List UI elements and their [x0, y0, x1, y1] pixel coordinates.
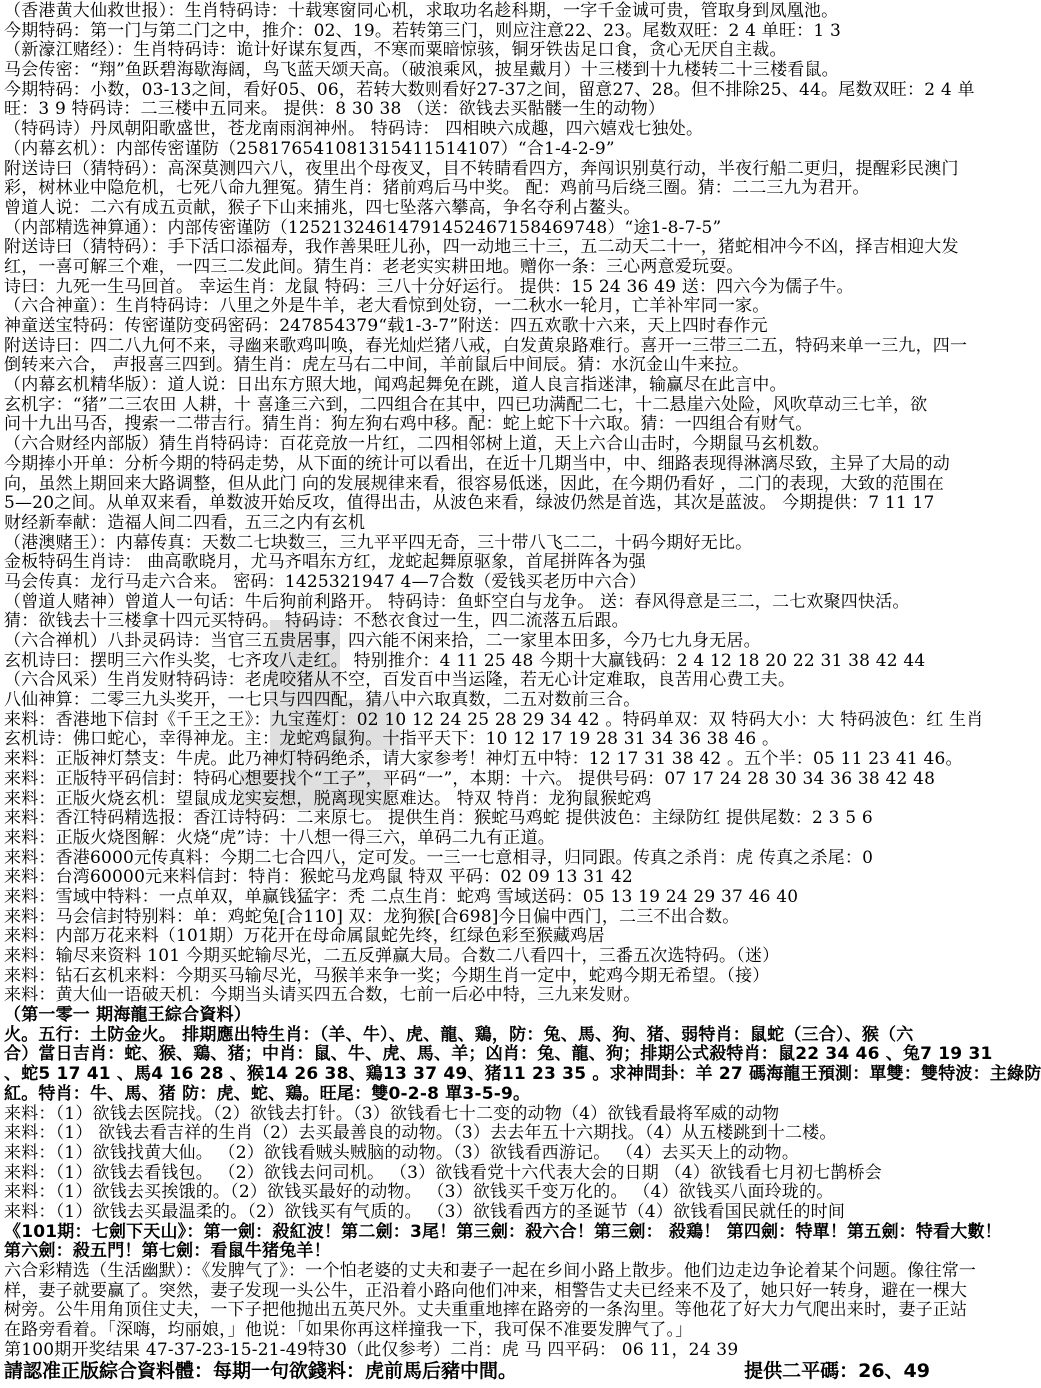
text-line: 来料：钻石玄机来料：今期买马输尽光，马猴羊来争一奖；今期生肖一定中，蛇鸡今期无希望。（接）	[4, 965, 770, 986]
bold-text-line: （第一零一 期海龍王綜合資料）	[4, 1005, 251, 1026]
text-line: 来料：台湾60000元来料信封：特肖：猴蛇马龙鸡鼠 特双 平码：02 09 13 31 42	[4, 867, 633, 888]
bold-text-line: 合）當日吉肖：蛇、猴、鶏、猪；中肖：鼠、牛、虎、馬、羊；凶肖：兔、龍、狗；排期公式殺特肖：鼠22 34 46 、兔7 19 31	[4, 1044, 993, 1065]
text-line: 样，妻子就要赢了。突然，妻子发现一头公牛，正沿着小路向他们冲来，相警告丈夫已经来不及了，她只好一转身，避在一棵大	[4, 1280, 968, 1301]
text-line: （六合财经内部版）猜生肖特码诗：百花竞放一片红，二四相邻树上道，天上六合山击时，今期鼠马玄机数。	[4, 434, 830, 455]
text-line: 玄机诗：佛口蛇心，幸得神龙。主：龙蛇鸡鼠狗。十指平天下：10 12 17 19 28 31 34 36 38 46 。	[4, 729, 780, 750]
text-line: （新濠江赌经）：生肖特码诗：诡计好谋东复西，不寒而粟暗惊骇，铜牙铁齿足口食，贪心无厌自主裁。	[4, 40, 787, 61]
text-line: 来料：内部万花来料（101期）万花开在母命属鼠蛇先终，红绿色彩至猴藏鸡居	[4, 926, 605, 947]
text-line: 马会传真：龙行马走六合来。 密码：1425321947 4—7合数（爱钱买老历中六合）	[4, 571, 647, 592]
text-line: 今期特码：小数，03-13之间，看好05、06，若转大数则看好27-37之间，留意27、28。但不排除25、44。尾数双旺：2 4 单	[4, 79, 975, 100]
text-line: （特码诗）丹凤朝阳歌盛世，苍龙南雨润神州。 特码诗： 四相映六成趣，四六嬉戏七独处。	[4, 119, 704, 140]
footer-banner	[4, 1358, 930, 1384]
footer-two-numbers: 提供二平碼：26、49	[744, 1360, 930, 1382]
bold-text-line: 紅。特肖：牛、馬、猪 防：虎、蛇、鶏。旺尾：雙0-2-8 單3-5-9。	[4, 1083, 531, 1104]
text-line: 向，虽然上期回来大路调整，但从此门 向的发展规律来看，很容易低迷，因此，在今期仍看好 ，二门的表现，大致的范围在	[4, 473, 945, 494]
text-line: 倒转来六合， 声报喜三四到。猜生肖：虎左马右二中间，羊前鼠后中间辰。猜：水沉金山牛来拉。	[4, 355, 750, 376]
text-line: 5—20之间。从单双来看，单数波开始反攻，值得出击，从波色来看，绿波仍然是首选，其次是蓝波。 今期提供：7 11 17	[4, 493, 935, 514]
text-line: 来料：正版火烧玄机：望鼠成龙实妄想，脱离现实愿难达。 特双 特肖：龙狗鼠猴蛇鸡	[4, 788, 652, 809]
text-line: 猜：欲钱去十三楼拿十四元买特码。 特码诗：不愁衣食过一生，四二流落五后跟。	[4, 611, 629, 632]
text-line: （港澳赌王）：内幕传真：天数二七块数三，三九平平四无奇，三十带八飞二二，十码今期好无比。	[4, 532, 753, 553]
text-line: 附送诗曰（猜特码）：手下活口添福寿，我作善果旺儿孙，四一动地三十三，五二动天二十一，猪蛇相冲今不凶，择吉相迎大发	[4, 237, 959, 258]
text-line: 旺：3 9 特码诗：二三楼中五同来。 提供：8 30 38 （送：欲钱去买骷髅一生的动物）	[4, 99, 666, 120]
text-line: 来料：黄大仙一语破天机：今期当头请买四五合数，七前一后必中特，三九来发财。	[4, 985, 641, 1006]
footer-slogan: 請認准正版綜合資料體：每期一句欲錢料：虎前馬后豬中間。	[4, 1360, 518, 1382]
text-line: 神童送宝特码：传密谨防变码密码：247854379“载1-3-7”附送：四五欢歌十六来，天上四时春作元	[4, 316, 768, 336]
text-line: 玄机字：“猪”二三农田 人耕，十 喜逢三六到，二四组合在其中，四已功满配二七，十二悬崖六处险，风吹草动三七羊，欲	[4, 394, 928, 415]
riddle-line: 来料：（1）欲钱去买挨饿的。（2）欲钱买最好的动物。 （3）欲钱买千变万化的。 （4）欲钱买八面玲珑的。	[4, 1182, 834, 1203]
text-line: 附送诗曰：四二八九何不来，寻幽来歌鸡叫唤，春光灿烂猪八戒，白发黄泉路难行。喜开一三带三二五，特码来单一三九，四一	[4, 335, 968, 356]
text-line: （六合禅机）八卦灵码诗：当官三五贵居事，四六能不闲来拾，二一家里本田多，今乃七九身无居。	[4, 631, 761, 651]
riddle-line: 来料：（1）欲钱去买最温柔的。（2）欲钱买有气质的。 （3）欲钱看西方的圣诞节（4）欲钱看国民就任的时间	[4, 1201, 846, 1222]
text-line: 马会传密：“翔”鱼跃碧海歇海阔，鸟飞蓝天颂天高。（破浪乘风，披星戴月）十三楼到十九楼转二十三楼看鼠。	[4, 60, 839, 81]
riddle-line: 来料：（1）欲钱去医院找。（2）欲钱去打针。（3）欲钱看七十二变的动物（4）欲钱看最将军威的动物	[4, 1103, 780, 1124]
text-line: 彩，树林业中隐危机，七死八命九狸冤。猜生肖：猪前鸡后马中奖。 配：鸡前马后绕三圈。猜：二二三九为君开。	[4, 178, 870, 199]
text-line: 来料：马会信封特别料：单：鸡蛇兔[合110] 双：龙狗猴[合698]今日偏中西门，二三不出合数。	[4, 906, 740, 927]
text-line: 在路旁看着。「深嗨，均丽娘，」他说：「如果你再这样撞我一下，我可保不准要发脾气了。」	[4, 1320, 693, 1341]
sea-dragon-bold-block	[4, 1005, 1041, 1104]
text-line: （内部精选神算通）：内部传密谨防（12521324614791452467158469748）“途1-8-7-5”	[4, 217, 722, 238]
text-line: 来料：香江特码精选报：香江诗特码：二来原七。 提供生肖：猴蛇马鸡蛇 提供波色：主绿防红 提供尾数：2 3 5 6	[4, 808, 873, 829]
text-line: 附送诗曰（猜特码）：高深莫测四六八，夜里出个母夜叉，目不转睛看四方，奔闯识别莫行动，半夜行船二更归，提醒彩民澳门	[4, 158, 959, 179]
bold-text-line: 第六劍：殺五門！第七劍：看鼠牛猪兔羊！	[4, 1241, 331, 1262]
text-line: 八仙神算：二零三九头奖开，一七只与四四配，猜八中六取真数，二五对数前三合。	[4, 690, 641, 711]
text-line: 来料：香港6000元传真料：今期二七合四八，定可发。一三一七意相寻，归同跟。传真之杀肖：虎 传真之杀尾：0	[4, 847, 874, 868]
tip-lines-block-1	[4, 1, 984, 1006]
text-line: 今期特码：第一门与第二门之中，推介：02、19。若转第三门，则应注意22、23。尾数双旺：2 4 单旺：1 3	[4, 20, 842, 41]
text-line: （内幕玄机精华版）：道人说：日出东方照大地，闻鸡起舞免在跳，道人良言指迷津，输赢尽在此言中。	[4, 375, 787, 396]
text-line: 树旁。公牛用角顶住丈夫，一下子把他抛出五英尺外。丈夫重重地摔在路旁的一条沟里。等他花了好大力气爬出来时，妻子正站	[4, 1300, 968, 1321]
text-line: （六合风采）生肖发财特码诗：老虎咬猪从不空，百发百中当运隆，若无心计定难取，良苦用心费工夫。	[4, 670, 796, 691]
bold-text-line: 、蛇5 17 41 、馬4 16 28 、猴14 26 38、鶏13 37 49、猪11 23 35 。求神問卦：羊 27 碼海龍王預測：單雙：雙特波：主綠防	[4, 1064, 1041, 1085]
bold-text-line: 火。五行：土防金火。 排期應出特生肖：（羊、牛）、虎、龍、鶏，防：兔、馬、狗、猪、弱特肖：鼠蛇（三合）、猴（六	[4, 1024, 914, 1045]
text-line: 来料：雪域中特料：一点单双，单赢钱猛字：秃 二点生肖：蛇鸡 雪域送码：05 13 19 24 29 37 46 40	[4, 886, 799, 907]
riddle-line: 来料：（1） 欲钱去看吉祥的生肖（2）去买最善良的动物。（3）去去年五十六期找。（4）从五楼跳到十二楼。	[4, 1123, 837, 1144]
text-line: 财经新奉献：造福人间二四看，五三之内有玄机	[4, 512, 366, 533]
humor-and-results-block	[4, 1261, 977, 1360]
text-line: （香港黄大仙救世报）：生肖特码诗：十载寒窗同心机，求取功名趁科期，一字千金诚可贵，管取身到凤凰池。	[4, 1, 839, 21]
seven-swords-bold-block	[4, 1221, 1002, 1262]
riddle-lines-block	[4, 1105, 932, 1223]
text-line: 金板特码生肖诗： 曲高歌晓月，尤马齐唱东方红，龙蛇起舞原驱象，首尾拼阵各为强	[4, 552, 647, 573]
bold-text-line: 《101期：七劍下天山》：第一劍：殺紅波！第二劍：3尾！第三劍：殺六合！第三劍： 殺鶏！ 第四劍：特單！第五劍：特看大數！	[4, 1221, 1002, 1242]
text-line: 来料：正版火烧图解：火烧“虎”诗：十八想一得三六，单码二九有正道。	[4, 827, 555, 848]
text-line: （曾道人赌神）曾道人一句话：牛后狗前利路开。 特码诗：鱼虾空白与龙争。 送：春风得意是三二，二七欢聚四快活。	[4, 591, 910, 612]
text-line: 曾道人说：二六有成五贡献，猴子下山来捕兆，四七坠落六攀高，争名夺利占鳌头。	[4, 197, 641, 218]
text-line: 来料：香港地下信封《千王之王》：九宝莲灯：02 10 12 24 25 28 29 34 42 。特码单双：双 特码大小：大 特码波色：红 生肖	[4, 709, 984, 730]
text-line: 玄机诗曰：摆明三六作头奖，七齐攻八走红。 特别推介：4 11 25 48 今期十大赢钱码：2 4 12 18 20 22 31 38 42 44	[4, 650, 926, 671]
text-line: 来料：正版神灯禁支：牛虎。此乃神灯特码绝杀，请大家参考！神灯五中特：12 17 31 38 42 。五个半：05 11 23 41 46。	[4, 749, 963, 770]
riddle-line: 来料：（1）欲钱找黄大仙。 （2）欲钱看贼头贼脑的动物。（3）欲钱看西游记。 （4）去买天上的动物。	[4, 1142, 800, 1163]
text-line: 红，一喜可解三个难，一四三二发此间。猜生肖：老老实实耕田地。赠你一条：三心两意爱玩耍。	[4, 256, 744, 277]
text-line: 诗曰：九死一生马回首。 幸运生肖：龙鼠 特码：三八十分好运行。 提供：15 24 36 49 送：四六今为儒子牛。	[4, 276, 854, 297]
text-line: 来料：正版特平码信封：特码心想要找个“工子”，平码“一”，本期：十六。 提供号码：07 17 24 28 30 34 36 38 42 48	[4, 768, 936, 789]
text-line: （六合神童）：生肖特码诗：八里之外是牛羊，老大看惊到处窃，一二秋水一轮月，亡羊补牢同一家。	[4, 296, 770, 317]
text-line: （内幕玄机）：内部传密谨防（258176541081315411514107）“合1-4-2-9”	[4, 138, 615, 159]
text-line: 第100期开奖结果 47-37-23-15-21-49特30（此仅参考）二肖：虎 马 四平码： 06 11，24 39	[4, 1339, 739, 1360]
text-line: 今期捧小开单：分析今期的特码走势，从下面的统计可以看出，在近十几期当中，中、细路表现得淋漓尽致，主异了大局的动	[4, 453, 950, 474]
riddle-line: 来料：（1）欲钱去看钱包。 （2）欲钱去问司机。 （3）欲钱看党十六代表大会的日期 （4）欲钱看七月初七鹊桥会	[4, 1162, 882, 1183]
text-line: 六合彩精选（生活幽默）：《发脾气了》：一个怕老婆的丈夫和妻子一起在乡间小路上散步。他们边走边争论着某个问题。像往常一	[4, 1261, 977, 1281]
text-line: 问十九出马否，搜索一二带吉行。猜生肖：狗左狗右鸡中移。配：蛇上蛇下十六取。猜：一四组合有财气。	[4, 414, 813, 435]
text-line: 来料：输尽来资料 101 今期买蛇输尽光，二五反弹赢大局。合数二八看四十，三番五次选特码。（迷）	[4, 946, 780, 966]
document-page	[4, 1, 1041, 1360]
